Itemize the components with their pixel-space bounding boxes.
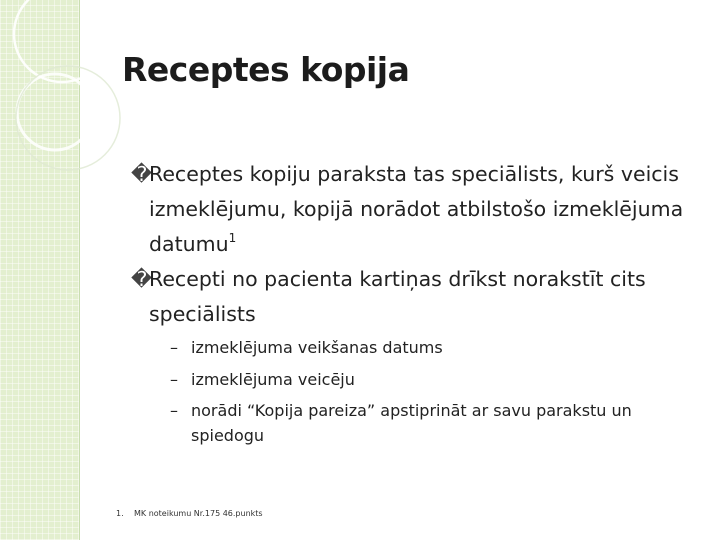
footnote-text: MK noteikumu Nr.175 46.punkts [134, 509, 263, 518]
bullet-text: Recepti no pacienta kartiņas drīkst norakstīt cits speciālists [149, 267, 646, 326]
decorative-circles [0, 0, 140, 200]
bullet-text: Receptes kopiju paraksta tas speciālists, kurš veicis izmeklējumu, kopijā norādot atbilstošo izmeklējuma datumu [149, 162, 684, 256]
footnote-number: 1. [116, 509, 124, 518]
dash-marker: – [170, 338, 178, 357]
bullet-marker: � [131, 162, 153, 186]
footnote-ref: 1 [228, 231, 237, 245]
slide-title: Receptes kopija [122, 50, 410, 89]
sub-bullet-item [170, 367, 695, 392]
sub-bullet-text: norādi “Kopija pareiza” apstiprināt ar savu parakstu un spiedogu [191, 401, 632, 445]
dash-marker: – [170, 401, 178, 420]
dash-marker: – [170, 370, 178, 389]
footnote [116, 509, 263, 518]
sub-bullet-text: izmeklējuma veicēju [191, 370, 355, 389]
bullet-item [131, 157, 709, 262]
bullet-marker: � [131, 267, 153, 291]
bullet-item [131, 262, 709, 332]
sub-bullet-item [170, 335, 695, 360]
sub-bullet-item [170, 398, 695, 448]
sub-bullet-text: izmeklējuma veikšanas datums [191, 338, 443, 357]
